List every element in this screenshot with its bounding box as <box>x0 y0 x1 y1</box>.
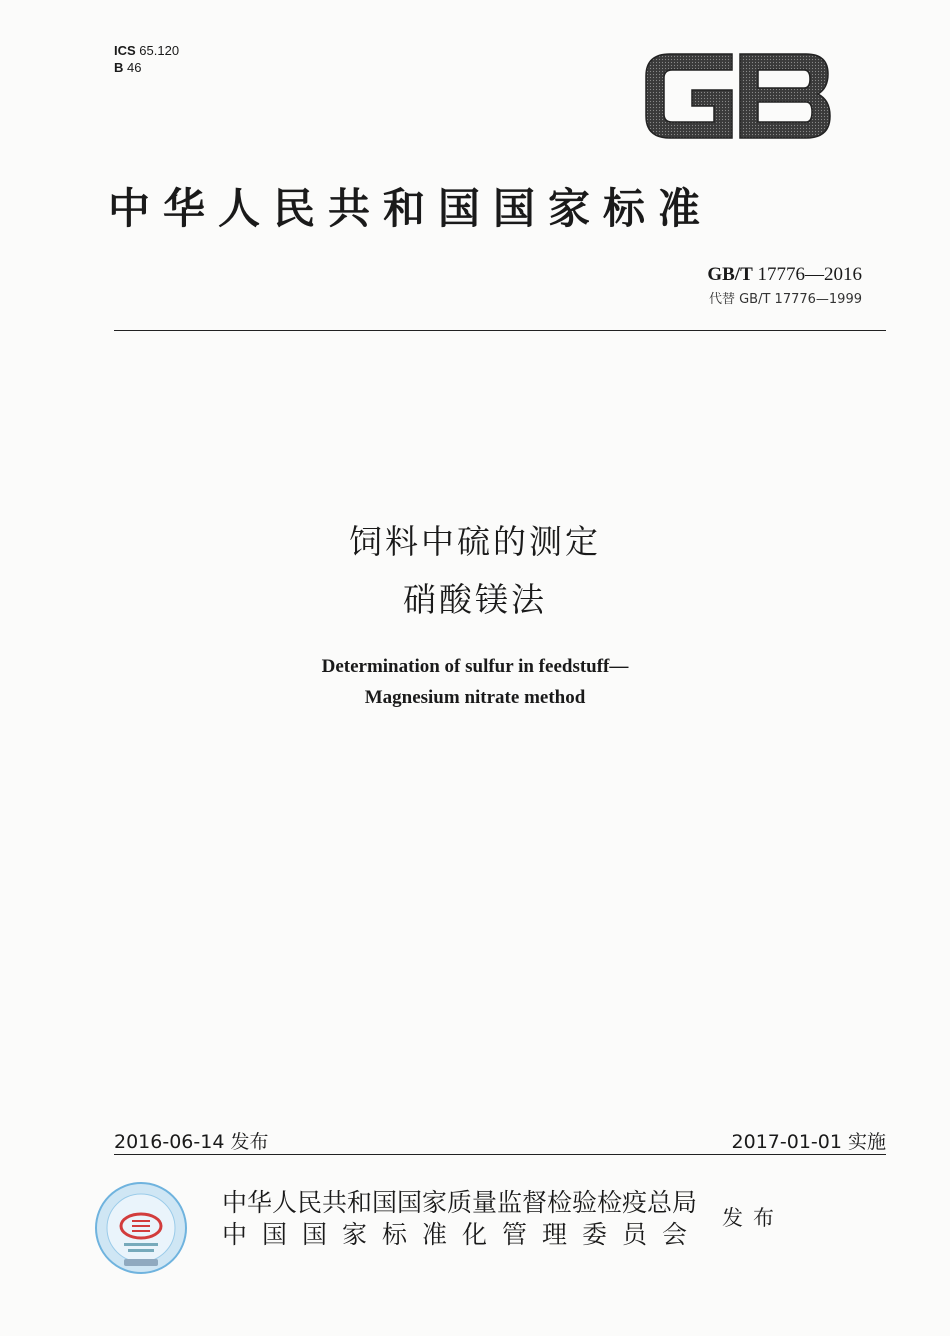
implementation-date: 2017-01-01 实施 <box>731 1131 886 1153</box>
header-divider <box>114 330 886 331</box>
national-standard-title: 中华人民共和国国家标准 <box>108 184 714 233</box>
english-title-line1: Determination of sulfur in feedstuff— <box>321 656 629 677</box>
ccs-code: B 46 <box>114 60 142 75</box>
gb-logo-icon <box>640 46 834 146</box>
chinese-title-line1: 饲料中硫的测定 <box>349 522 601 561</box>
ics-code: ICS 65.120 <box>114 43 180 58</box>
publish-label: 发布 <box>722 1206 784 1230</box>
issuer-sac: 中国国家标准化管理委员会 <box>222 1220 703 1249</box>
english-title-line2: Magnesium nitrate method <box>364 687 586 708</box>
issue-date: 2016-06-14 发布 <box>114 1131 269 1153</box>
replaces-note: 代替 GB/T 17776—1999 <box>708 292 862 307</box>
chinese-title-line2: 硝酸镁法 <box>403 580 547 619</box>
classification-codes <box>114 42 179 76</box>
footer-divider <box>114 1154 886 1155</box>
standard-number: GB/T 17776—2016 <box>707 264 862 285</box>
issuer-aqsiq: 中华人民共和国国家质量监督检验检疫总局 <box>222 1188 698 1217</box>
standard-number-block <box>707 264 862 307</box>
anti-counterfeit-stamp-icon <box>94 1181 188 1275</box>
